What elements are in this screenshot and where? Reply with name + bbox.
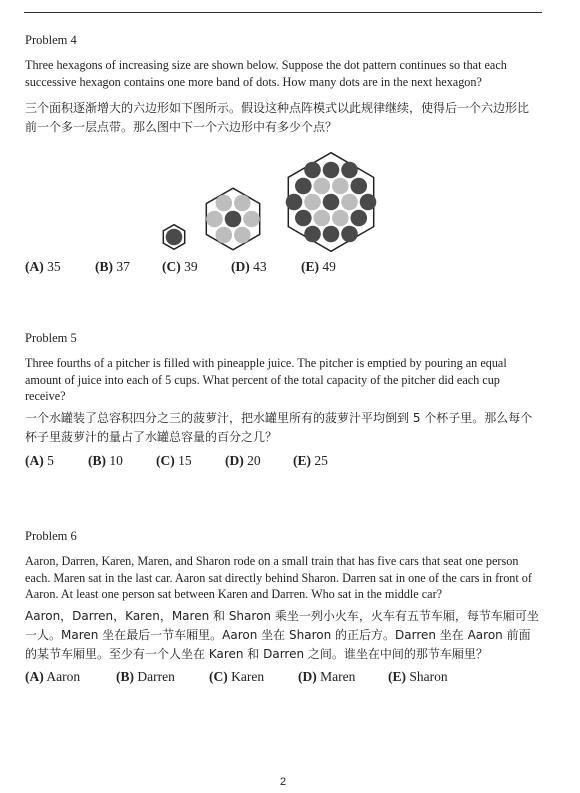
top-rule bbox=[24, 12, 542, 13]
hexagon-dot bbox=[351, 178, 368, 195]
problem-text-chinese: 三个面积逐渐增大的六边形如下图所示。假设这种点阵模式以此规律继续，使得后一个六边形比前一个多一层点带。那么图中下一个六边形中有多少个点？ bbox=[25, 101, 530, 134]
hexagon-dot bbox=[332, 210, 349, 227]
choice-e[interactable]: (E) 49 bbox=[301, 259, 336, 274]
choice-b[interactable]: (B) Darren bbox=[116, 669, 175, 684]
hexagon-dot-figure bbox=[150, 152, 420, 252]
hexagon-dot bbox=[216, 227, 233, 244]
choice-b[interactable]: (B) 10 bbox=[88, 453, 123, 468]
problem-title: Problem 5 bbox=[25, 331, 77, 345]
problem-4-choices bbox=[25, 258, 540, 278]
choice-e[interactable]: (E) Sharon bbox=[388, 669, 448, 684]
hexagon-dot bbox=[314, 210, 331, 227]
hexagon-dot bbox=[323, 162, 340, 179]
hexagon-dot bbox=[341, 226, 358, 243]
choice-c[interactable]: (C) Karen bbox=[209, 669, 265, 684]
choice-a[interactable]: (A) Aaron bbox=[25, 669, 81, 684]
hexagon-dot bbox=[351, 210, 368, 227]
hexagon-dot bbox=[341, 162, 358, 179]
hexagon-dot bbox=[341, 194, 358, 211]
hexagon-dot bbox=[304, 162, 321, 179]
choice-d[interactable]: (D) 20 bbox=[225, 453, 261, 468]
problem-5 bbox=[25, 330, 540, 447]
hexagon-dot bbox=[304, 226, 321, 243]
problem-6-choices bbox=[25, 668, 540, 688]
choice-e[interactable]: (E) 25 bbox=[293, 453, 328, 468]
hexagon-dot bbox=[295, 210, 312, 227]
hexagon-dot bbox=[243, 211, 260, 228]
problem-6 bbox=[25, 528, 540, 664]
hexagon-dot bbox=[304, 194, 321, 211]
hexagon-dot bbox=[234, 227, 251, 244]
problem-4 bbox=[25, 32, 540, 137]
hexagon-dot bbox=[323, 226, 340, 243]
hexagon-dot bbox=[286, 194, 303, 211]
page-number: 2 bbox=[279, 776, 287, 788]
problem-title: Problem 4 bbox=[25, 33, 77, 47]
hexagon-dot bbox=[295, 178, 312, 195]
choice-a[interactable]: (A) 5 bbox=[25, 453, 54, 468]
problem-text-english: Three fourths of a pitcher is filled with pineapple juice. The pitcher is emptied by pouring an equal amount of juice into each of 5 cups. What percent of the total capacity of the pitcher did each cup receive? bbox=[25, 356, 507, 403]
problem-text-chinese: Aaron，Darren，Karen，Maren 和 Sharon 乘坐一列小火车，火车有五节车厢，每节车厢可坐一人。Maren 坐在最后一节车厢里。Aaron 坐在 Sharon 的正后方。Darren 坐在 Aaron 前面的某节车厢里。至少有一个人坐在 Karen 和 Darren 之间。谁坐在中间的那节车厢里？ bbox=[25, 608, 539, 661]
choice-a[interactable]: (A) 35 bbox=[25, 259, 61, 274]
hexagon-dot bbox=[323, 194, 340, 211]
hexagon-dot bbox=[234, 195, 251, 212]
choice-c[interactable]: (C) 15 bbox=[156, 453, 192, 468]
choice-d[interactable]: (D) 43 bbox=[231, 259, 267, 274]
problem-text-english: Aaron, Darren, Karen, Maren, and Sharon rode on a small train that has five cars that seat one person each. Maren sat in the last car. Aaron sat directly behind Sharon. Darren sat in one of the cars in front of Aaron. At least one person sat between Karen and Darren. Who sat in the middle car? bbox=[25, 554, 532, 601]
choice-b[interactable]: (B) 37 bbox=[95, 259, 130, 274]
problem-title: Problem 6 bbox=[25, 529, 77, 543]
problem-5-choices bbox=[25, 452, 540, 472]
choice-c[interactable]: (C) 39 bbox=[162, 259, 198, 274]
hexagon-dot bbox=[314, 178, 331, 195]
hexagon-dot bbox=[332, 178, 349, 195]
hexagon-dot bbox=[166, 229, 183, 246]
hexagon-dot bbox=[206, 211, 223, 228]
problem-text-chinese: 一个水罐装了总容积四分之三的菠萝汁，把水罐里所有的菠萝汁平均倒到 5 个杯子里。那么每个杯子里菠萝汁的量占了水罐总容量的百分之几？ bbox=[25, 410, 533, 444]
hexagon-dot bbox=[360, 194, 377, 211]
hexagon-dot bbox=[225, 211, 242, 228]
choice-d[interactable]: (D) Maren bbox=[298, 669, 356, 684]
hexagon-dot bbox=[216, 195, 233, 212]
problem-text-english: Three hexagons of increasing size are shown below. Suppose the dot pattern continues so that each successive hexagon contains one more band of dots. How many dots are in the next hexagon? bbox=[25, 58, 507, 89]
